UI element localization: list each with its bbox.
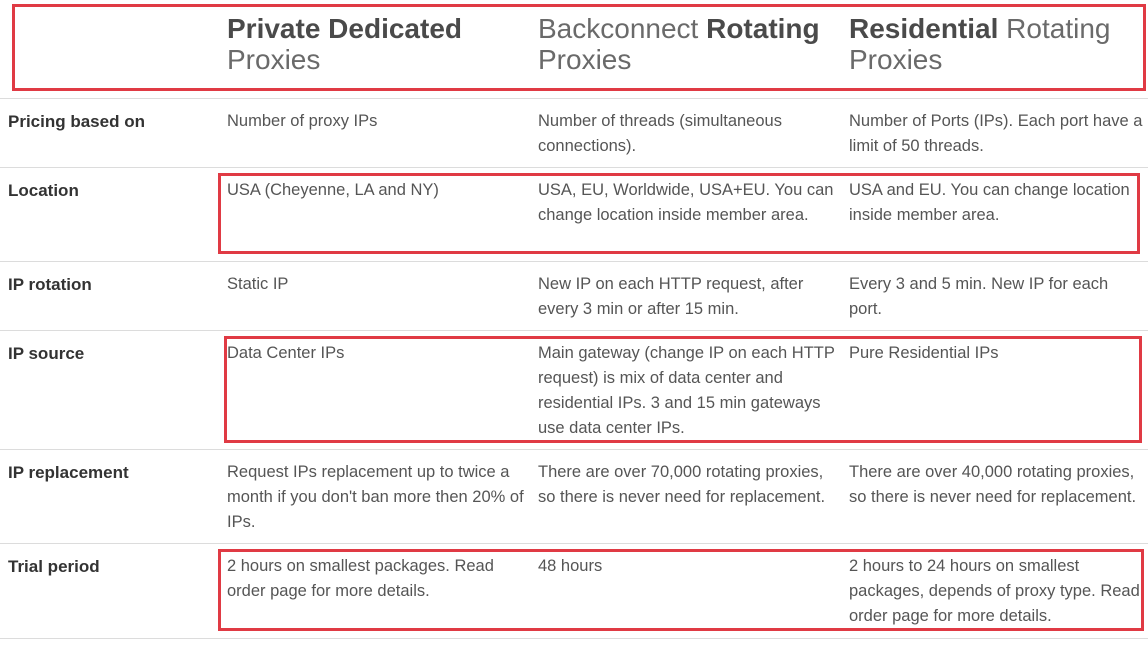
cell-residential: 2 hours to 24 hours on smallest packages, depends of proxy type. Read order page for more details. bbox=[849, 557, 1140, 625]
row-label: IP replacement bbox=[8, 463, 129, 482]
header-col1-light: Proxies bbox=[227, 44, 321, 75]
header-col3-light2: Proxies bbox=[849, 44, 943, 75]
cell-residential: Pure Residential IPs bbox=[849, 344, 999, 362]
highlight-box-ip-source bbox=[224, 336, 1142, 443]
cell-backconnect: New IP on each HTTP request, after every 3 min or after 15 min. bbox=[538, 275, 804, 318]
cell-residential: Number of Ports (IPs). Each port have a limit of 50 threads. bbox=[849, 112, 1143, 155]
header-col3-light1: Rotating bbox=[998, 13, 1111, 44]
header-col2-strong: Rotating bbox=[706, 13, 820, 44]
cell-private: Data Center IPs bbox=[227, 344, 345, 362]
cell-residential: Every 3 and 5 min. New IP for each port. bbox=[849, 275, 1109, 318]
cell-private: 2 hours on smallest packages. Read order page for more details. bbox=[227, 557, 494, 600]
cell-backconnect: 48 hours bbox=[538, 557, 603, 575]
cell-backconnect: There are over 70,000 rotating proxies, so there is never need for replacement. bbox=[538, 463, 826, 506]
row-label: Location bbox=[8, 181, 79, 200]
highlight-box-trial-period bbox=[218, 549, 1144, 631]
table-row-ip-replacement bbox=[0, 449, 1148, 544]
header-col2-light1: Backconnect bbox=[538, 13, 707, 44]
highlight-box-header bbox=[12, 4, 1146, 91]
cell-private: USA (Cheyenne, LA and NY) bbox=[227, 181, 439, 199]
header-col1-strong: Private Dedicated bbox=[227, 13, 462, 44]
highlight-box-location bbox=[218, 173, 1140, 254]
row-label: IP source bbox=[8, 344, 85, 363]
cell-private: Request IPs replacement up to twice a month if you don't ban more then 20% of IPs. bbox=[227, 463, 524, 531]
table-row-ip-rotation bbox=[0, 261, 1148, 331]
row-label: Pricing based on bbox=[8, 112, 145, 131]
cell-residential: There are over 40,000 rotating proxies, so there is never need for replacement. bbox=[849, 463, 1137, 506]
cell-backconnect: USA, EU, Worldwide, USA+EU. You can change location inside member area. bbox=[538, 181, 834, 224]
header-col3-strong: Residential bbox=[849, 13, 999, 44]
cell-backconnect: Number of threads (simultaneous connections). bbox=[538, 112, 782, 155]
row-label: IP rotation bbox=[8, 275, 92, 294]
cell-residential: USA and EU. You can change location inside member area. bbox=[849, 181, 1130, 224]
cell-backconnect: Main gateway (change IP on each HTTP request) is mix of data center and residential IPs. 3 and 15 min gateways use data center IPs. bbox=[538, 344, 835, 437]
cell-private: Number of proxy IPs bbox=[227, 112, 378, 130]
header-col2-light2: Proxies bbox=[538, 44, 632, 75]
row-label: Trial period bbox=[8, 557, 100, 576]
cell-private: Static IP bbox=[227, 275, 289, 293]
table-row-pricing bbox=[0, 98, 1148, 168]
